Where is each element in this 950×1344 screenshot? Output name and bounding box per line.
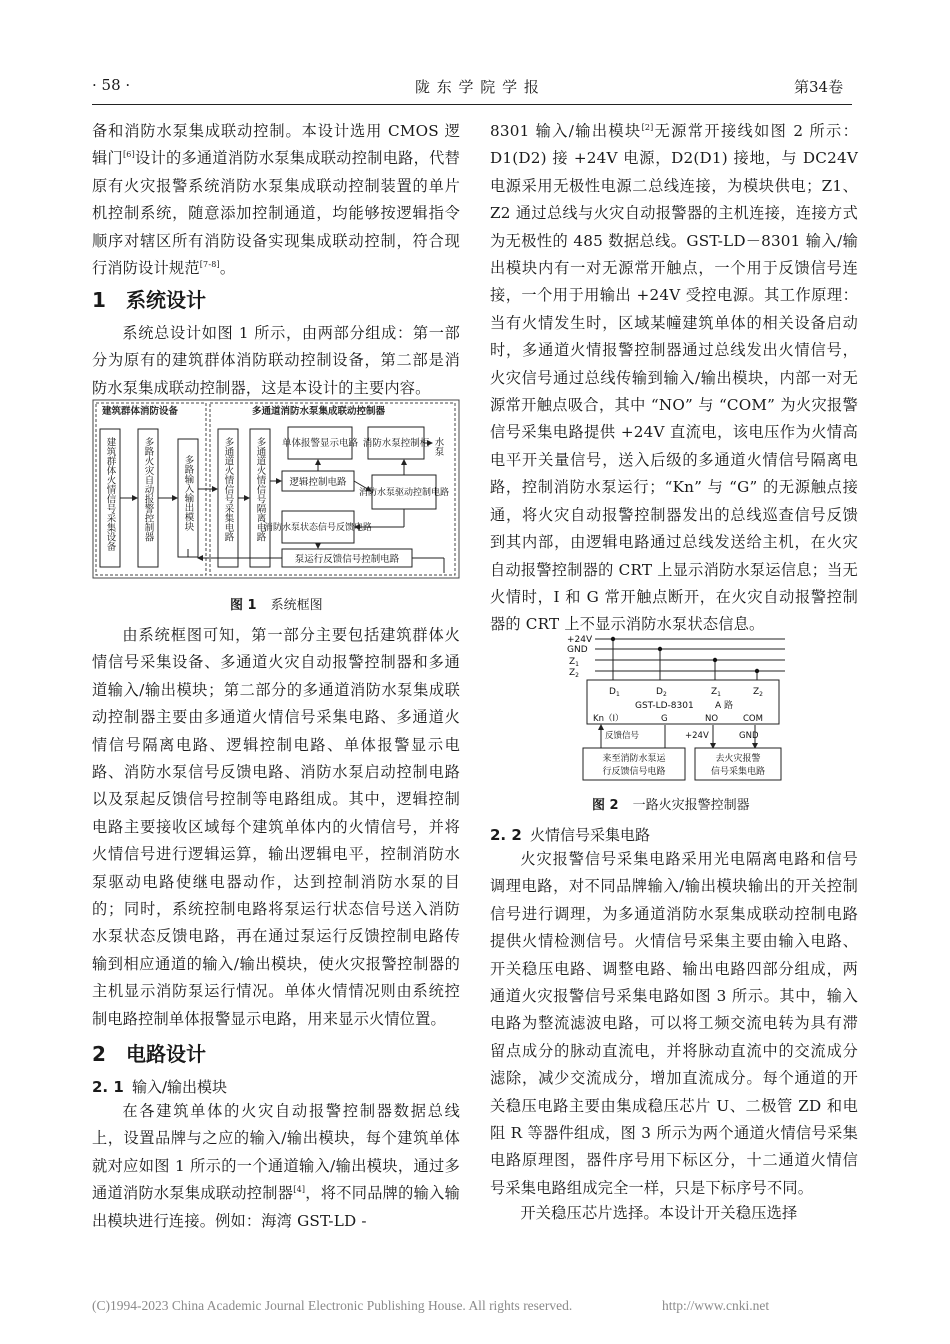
fig2-box-right-line2: 信号采集电路 <box>710 767 766 777</box>
fig2-box-right-line1: 去火灾报警 <box>715 754 761 764</box>
section-1-paragraph: 系统总设计如图 1 所示，由两部分组成：第一部分为原有的建筑群体消防联动控制设备，第二部是消防水泵集成联动控制器，这是本设计的主要内容。 <box>92 324 460 397</box>
fig2-pin-d2: $D_2$ <box>656 687 667 698</box>
fig2-rail-z2-label: $Z_2$ <box>569 668 579 679</box>
fig1-block-isolate: 多通道火情信号隔离电路 <box>254 437 266 542</box>
fig1-group-left: 建筑群体消防设备 <box>102 406 179 417</box>
fig2-pin-no: NO <box>705 714 719 724</box>
page-number: · 58 · <box>92 76 131 94</box>
fig1-block-logic: 逻辑控制电路 <box>289 477 347 488</box>
figure-1-caption: 图 1 系统框图 <box>230 598 323 613</box>
fig2-pin-g: G <box>661 714 668 724</box>
section-1-heading: 1 系统设计 <box>92 288 206 312</box>
fig1-block-display: 单体报警显示电路 <box>281 438 359 449</box>
fig2-module-name: GST-LD-8301 <box>635 701 694 711</box>
fig2-label-24v: +24V <box>685 731 709 741</box>
figure-2-caption: 图 2 一路火灾报警控制器 <box>592 798 750 813</box>
fig1-block-alarm: 多路火灾自动报警控制器 <box>142 437 154 542</box>
section-2-2-paragraph: 火灾报警信号采集电路采用光电隔离电路和信号调理电路，对不同品牌输入/输出模块输出的开关控制信号进行调理，为多通道消防水泵集成联动控制电路提供火情检测信号。火情信号采集主要由输入电路、开关稳压电路、调整电路、输出电路四部分组成，两通道火灾报警信号采集电路如图 3 所示。其中，输入电路为整流滤波电路，可以将工频交流电转为具有滞留点成分的脉动直流电，并将脉动直流中的交流成分滤除，减少交流成分，增加直流成分。每个通道的开关稳压电路主要由集成稳压芯片 U、二极管 ZD 和电阻 R 等器件组成，图 3 所示为两个通道火情信号采集电路原理图，器件序号用下标区分，十二通道火情信号采集电路组成完全一样，只是下标序号不同。 <box>490 850 858 1197</box>
right-paragraph-1: 8301 输入/输出模块[2]无源常开接线如图 2 所示：D1(D2) 接 +24V 电源，D2(D1) 接地，与 DC24V 电源采用无极性电源二总线连接，为模块供电；Z1、Z2 通过总线与火灾自动报警器的主机连接，连接方式为无极性的 485 数据总线。GST-LD－8301 输入/输出模块内有一对无源常开触点，一个用于反馈信号连接，一个用于用输出 +24V 受控电源。其工作原理：当有火情发生时，区域某幢建筑单体的相关设备启动时，多通道火情报警控制器通过总线发出火情信号，火灾信号通过总线传输到输入/输出模块，内部一对无源常开触点吸合，其中 “NO” 与 “COM” 为火灾报警信号采集电路提供 +24V 直流电，该电压作为火情高电平开关量信号，送入后级的多通道火情信号隔离电路，控制消防水泵运行；“Kn” 与 “G” 的无源触点接通，将火灾自动报警控制器发出的总线巡查信号反馈到其内部，由逻辑电路通过总线发送给主机，在火灾自动报警控制器的 CRT 上显示消防水泵运信息；当无火情时，I 和 G 常开触点断开，在火灾自动报警控制器的 CRT 上不显示消防水泵状态信息。 <box>490 122 859 634</box>
fig2-pin-z1: $Z_1$ <box>711 687 721 698</box>
switch-regulator-paragraph: 开关稳压芯片选择。本设计开关稳压选择 <box>520 1204 798 1222</box>
fig1-block-feedback: 泵运行反馈信号控制电路 <box>294 554 400 565</box>
fig2-box-left-line1: 来至消防水泵运 <box>602 754 666 764</box>
fig1-group-right: 多通道消防水泵集成联动控制器 <box>252 406 386 417</box>
fig2-rail-z1-label: $Z_1$ <box>569 657 579 668</box>
fig2-module-channel: A 路 <box>715 701 734 711</box>
section-2-heading: 2 电路设计 <box>92 1042 206 1066</box>
fig1-block-collect: 建筑群体火情信号采集设备 <box>104 437 116 551</box>
journal-title: 陇 东 学 院 学 报 <box>415 78 540 96</box>
fig2-rail-24v-label: +24V <box>567 635 593 645</box>
section-2-1-paragraph: 在各建筑单体的火灾自动报警控制器数据总线上，设置品牌与之应的输入/输出模块，每个建筑单体就对应如图 1 所示的一个通道输入/输出模块，通过多通道消防水泵集成联动控制器[4]，将不同品牌的输入输出模块进行连接。例如：海湾 GST-LD - <box>92 1102 460 1230</box>
fig2-pin-d1: $D_1$ <box>609 687 620 698</box>
fig2-label-gnd: GND <box>739 731 759 741</box>
figure-1-explanation: 由系统框图可知，第一部分主要包括建筑群体火情信号采集设备、多通道火灾自动报警控制器和多通道输入/输出模块；第二部分的多通道消防水泵集成联动控制器主要由多通道火情信号采集电路、多通道火情信号隔离电路、逻辑控制电路、单体报警显示电路、消防水泵信号反馈电路、消防水泵启动控制电路以及泵起反馈信号控制等电路组成。其中，逻辑控制电路主要接收区域每个建筑单体内的火情信号，并将火情信号进行逻辑运算，输出逻辑电平，控制消防水泵驱动电路使继电器动作，达到控制消防水泵的目的；同时，系统控制电路将泵运行状态信号送入消防水泵状态反馈电路，再在通过泵运行反馈控制电路传输到相应通道的输入/输出模块，使火灾报警控制器的主机显示消防泵运行情况。单体火情情况则由系统控制电路控制单体报警显示电路，用来显示火情位置。 <box>92 626 460 1028</box>
volume-label: 第34卷 <box>794 78 844 96</box>
copyright-notice: (C)1994-2023 China Academic Journal Electronic Publishing House. All rights reserved. <box>92 1298 573 1313</box>
fig1-block-io: 多路输入输出模块 <box>182 455 194 531</box>
fig2-pin-com: COM <box>743 714 763 724</box>
fig1-block-cabinet: 消防水泵控制柜 <box>362 438 430 449</box>
fig2-rail-gnd-label: GND <box>567 645 588 655</box>
fig1-block-drive: 消防水泵驱动控制电路 <box>358 488 450 498</box>
left-intro: 备和消防水泵集成联动控制。本设计选用 CMOS 逻辑门[6]设计的多通道消防水泵集成联动控制电路，代替原有火灾报警系统消防水泵集成联动控制装置的单片机控制系统，随意添加控制通道，均能够按逻辑指令顺序对辖区所有消防设备实现集成联动控制，符合现行消防设计规范[7-8]。 <box>92 122 460 278</box>
fig1-block-sigcollect: 多通道火情信号采集电路 <box>222 437 234 542</box>
fig2-label-feedback: 反馈信号 <box>605 731 640 741</box>
fig2-box-left-line2: 行反馈信号电路 <box>602 767 666 777</box>
section-2-2-heading: 2. 2 火情信号采集电路 <box>490 826 651 844</box>
fig2-pin-kn: Kn（I） <box>593 714 624 724</box>
cnki-url[interactable]: http://www.cnki.net <box>662 1298 770 1313</box>
fig2-pin-z2: $Z_2$ <box>753 687 763 698</box>
figure-1-diagram <box>92 399 460 579</box>
fig1-block-status: 消防水泵状态信号反馈电路 <box>263 523 373 533</box>
section-2-1-heading: 2. 1 输入/输出模块 <box>92 1078 228 1096</box>
fig1-block-pump: 水泵 <box>432 437 444 456</box>
figure-2-diagram <box>565 632 790 782</box>
header-rule <box>92 104 852 105</box>
